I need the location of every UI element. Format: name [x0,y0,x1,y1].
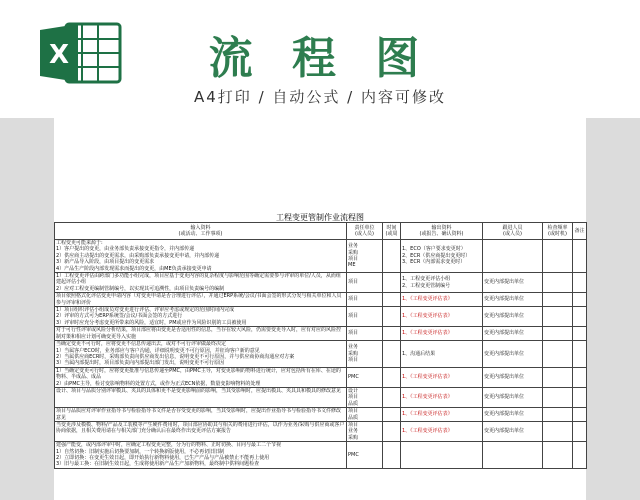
frequency-cell [543,327,573,341]
input-cell [55,293,347,307]
time-cell [383,387,401,407]
input-line: 1）客户提出的变更，由业务部负责承接变更指令，并内部传递 [56,246,195,253]
unit-cell [347,367,383,387]
time-cell [383,442,401,469]
output-form-link: 1、《工程变更评估表》 [402,374,453,381]
follow-cell: 变更内部提出单位 [483,408,543,422]
page-title: 流 程 图 [208,33,432,84]
output-form-link: 1、《工程变更评估表》 [402,428,453,435]
table-row [55,307,587,327]
output-line: 2、工程变更管制编号 [402,282,451,289]
input-line: 设计、项目与品质分别评审模具、夹具的具体和更不是变更影响前的影响，当其受影响时，应提出模具、夹具具和模具的修改意见 [56,387,342,394]
input-line: 1）当属客户ECO时，业务部应与客户沟通，详细说明变更不可行原因，并征询客户新的意见 [56,347,260,354]
time-cell [383,327,401,341]
frequency-cell [543,408,573,422]
column-header [383,223,401,240]
frequency-cell [543,387,573,407]
input-cell [55,408,347,422]
unit-line: 项目 [348,421,359,428]
table-row [55,387,587,407]
column-header-subtitle: (或人员) [355,231,374,237]
unit-line: 品质 [348,400,359,407]
remark-cell [573,408,587,422]
follow-cell: 变更内部提出单位 [483,421,543,441]
column-header [347,223,383,240]
input-cell [55,367,347,387]
output-form-link: 1、《工程变更评估表》 [402,296,453,303]
unit-line: PMC [348,451,359,458]
unit-cell [347,408,383,422]
remark-cell [573,341,587,368]
unit-line: 项目 [348,408,359,415]
column-header-title: 跟进人员 [502,224,523,231]
frequency-cell [543,293,573,307]
time-cell [383,421,401,441]
unit-line: ME [348,262,356,269]
output-cell [401,341,483,368]
time-cell [383,240,401,273]
frequency-cell [543,442,573,469]
column-header-title: 时间 [386,224,397,231]
column-header-title: 输入资料 [190,224,211,231]
follow-cell [483,442,543,469]
follow-cell: 变更内部提出单位 [483,307,543,327]
remark-cell [573,327,587,341]
output-line: 2、ECR（供应商提出变更时） [402,252,471,259]
column-header-subtitle: (或人员) [503,231,522,237]
input-line: 1）当确定变更可行时，应将变更批准与信息传递至PMC，由PMC主导，对变更影响的物料进行统计，应对包括所有在库、在途的物料、半成品、成品 [56,367,341,381]
time-cell [383,273,401,293]
output-cell [401,307,483,327]
input-line: 1）工程变更评估由跨部门多功能小组完成，项目应基于变更内容的复杂程度与影响范围等确定需要参与评审的单位/人员，从而组建起评估小组 [56,273,341,286]
remark-cell [573,421,587,441]
remark-cell [573,367,587,387]
frequency-cell [543,421,573,441]
output-form-link: 1、《工程变更评估表》 [402,313,453,320]
column-header [543,223,573,240]
input-cell [55,307,347,327]
follow-cell: 变更内部提出单位 [483,273,543,293]
column-header-subtitle: (或时机) [548,231,567,237]
output-line: 1、ECO（客户要求变更时） [402,246,466,253]
unit-line: PMC [348,374,359,381]
table-row [55,273,587,293]
table-row [55,341,587,368]
unit-cell [347,442,383,469]
frequency-cell [543,367,573,387]
table-row [55,367,587,387]
input-line: 3）评审时应充分考虑变更所带来的风险，适宜时，PM或应作为风险识别的工具被使用 [56,319,247,326]
input-line: 当变更涉及模模、物料/产品及工装模等产生硬件费用时，项目部应协助其与相关的费用进行评估，以作为业务/采购与供应商或客户协商依据，且相关费用请在与相关部门充分确认后在最终作出变更评估方案报告 [56,421,345,435]
input-line: 2）由PMC主导，检讨变影响物料的处置方式，或作为正式ECN依据，数量变影响物料的处理 [56,380,261,387]
table-header-row [55,223,587,240]
unit-line: 项目 [348,394,359,401]
input-line: 3）旧与最工换：在旧制生效日起，生成将使用新产品生产加新物料，最终制中供料间题检查 [56,461,260,468]
column-header-subtitle: (或报告、确认资料) [419,231,464,237]
input-line: 3）新产品导入阶段，由项目提出的变更需求 [56,259,155,266]
remark-cell [573,387,587,407]
frequency-cell [543,341,573,368]
remark-cell [573,293,587,307]
column-header-subtitle: (或活动、工作事项) [178,231,223,237]
time-cell [383,367,401,387]
input-cell [55,327,347,341]
output-cell [401,293,483,307]
unit-line: 业务 [348,243,359,250]
table-row [55,240,587,273]
output-line: 1、工程变更评估小组 [402,276,451,283]
banner [0,0,640,118]
unit-line: 采购 [348,350,359,357]
unit-line: 采购 [348,249,359,256]
output-cell [401,327,483,341]
column-header-title: 备注 [574,227,585,234]
output-cell [401,408,483,422]
follow-cell: 变更内部提出单位 [483,367,543,387]
follow-cell: 变更内部提出单位 [483,293,543,307]
input-line: 2）当属供应商ECR时，采购部负责向供应商发出信息，说明变更不可行原因，并与供应商协商沟通应对方案 [56,353,295,360]
frequency-cell [543,273,573,293]
input-cell [55,442,347,469]
unit-cell [347,273,383,293]
flow-table [54,222,587,469]
unit-cell [347,327,383,341]
column-header-subtitle: (或周 [385,231,398,237]
table-row [55,408,587,422]
frequency-cell [543,307,573,327]
output-cell [401,387,483,407]
column-header [55,223,347,240]
time-cell [383,293,401,307]
input-cell [55,273,347,293]
input-line: 2）评审的方式可为ERP系统签/会议/书面会签的方式进行 [56,313,183,320]
unit-line: 项目 [348,313,359,320]
column-header-title: 责任单位 [354,224,375,231]
logo-letter: X [48,40,70,70]
input-line: 项目依照格式化评估变更申请内容（对变更申请是否合理进行评估），并通过ERP系统/会议/书面会签的形式分发与相关单位和人员参与评审和评价 [56,293,342,306]
column-header [483,223,543,240]
unit-line: 业务 [348,428,359,435]
output-line: 3、ECR（内部需求变更时） [402,259,466,266]
unit-line: 业务 [348,344,359,351]
table-row [55,442,587,469]
unit-cell [347,387,383,407]
table-row [55,421,587,441]
input-cell [55,421,347,441]
column-header [401,223,483,240]
remark-cell [573,307,587,327]
input-line: 工程变更可能来源于: [56,240,103,246]
unit-line: 设计 [348,387,359,394]
input-cell [55,341,347,368]
unit-line: 项目 [348,279,359,286]
output-form-link: 1、《工程变更评估表》 [402,394,453,401]
output-line: 1、沟通后结果 [402,350,436,357]
remark-cell [573,442,587,469]
input-line: 2）供应商主动提出的变更需求，由采购部负责承接变更申请，并内部传递 [56,252,220,259]
unit-line: 项目 [348,296,359,303]
input-line: 当确定变更不可行时，应将变更不信息传递出去，或对不可行评审做最终决定 [56,341,227,348]
input-line: 对于可行性评审或风险分析结果，项目部应将由变更是否适用性的信息，当存在较大风险，仍需要变更导入时，应有对应的风险控制对策和相应计划可确变更导入实施 [56,327,342,340]
document-title: 工程变更管制作业流程图 [276,213,364,222]
unit-cell [347,293,383,307]
output-cell [401,442,483,469]
input-line: 2）立即切换：在变更生效日起，即开始执行新物料使用，已生产产品与产品被禁止不能再上使用 [56,455,270,461]
output-form-link: 1、《工程变更评估表》 [402,411,453,418]
unit-cell [347,307,383,327]
page-subtitle: A4打印 / 自动公式 / 内容可修改 [194,88,446,106]
table-row [55,327,587,341]
unit-line: 采购 [348,434,359,441]
input-cell [55,387,347,407]
table-row [55,293,587,307]
follow-cell: 变更内部提出单位 [483,327,543,341]
follow-cell [483,240,543,273]
column-header-title: 检查频率 [547,224,568,231]
column-header [573,223,587,240]
unit-cell [347,240,383,273]
unit-line: 品质 [348,414,359,421]
time-cell [383,408,401,422]
unit-line: 项目 [348,256,359,263]
input-line: 3）当属内部提出时，项目部负责向内部提出部门发出，说明变更不可行原因 [56,360,225,367]
input-line: 1）自然切换：旧制实施后切换要加制，一个转换新版使用，不必再切旧旧制 [56,448,225,455]
time-cell [383,307,401,327]
unit-cell [347,421,383,441]
input-line: 1）项目组织评估小组成员对变更进行评估、评审应考虑或规定的范围时间内完成 [56,307,235,314]
follow-cell: 变更内部提出单位 [483,387,543,407]
follow-cell: 变更内部提出单位 [483,341,543,368]
unit-line: 项目 [348,330,359,337]
output-form-link: 1、《工程变更评估表》 [402,330,453,337]
output-cell [401,367,483,387]
frequency-cell [543,240,573,273]
table-body [55,240,587,469]
column-header-title: 输出资料 [431,224,452,231]
time-cell [383,341,401,368]
unit-cell [347,341,383,368]
remark-cell [573,240,587,273]
input-line: 4）产品生产阶段内部发现需求而提出的变更，由ME负责承接变更申请 [56,265,212,272]
remark-cell [573,273,587,293]
input-line: 项目与品质应对评审作业指导书与检验指导书文件是否存受变更的影响，当其受影响时，应提出作业指导书与检验指导书文件修改意见 [56,408,342,421]
output-cell [401,421,483,441]
input-line: 建强产能变，或内部评审中时，应确定工程变更完整，分为行的物料、正时切换、目问与最工二个节视 [56,442,282,449]
input-line: 2）应对工程变更编制管制编号，以实现其可追溯性，由项目负责编号的编制 [56,285,225,292]
input-cell [55,240,347,273]
output-cell [401,273,483,293]
unit-line: 项目 [348,357,359,364]
output-cell [401,240,483,273]
